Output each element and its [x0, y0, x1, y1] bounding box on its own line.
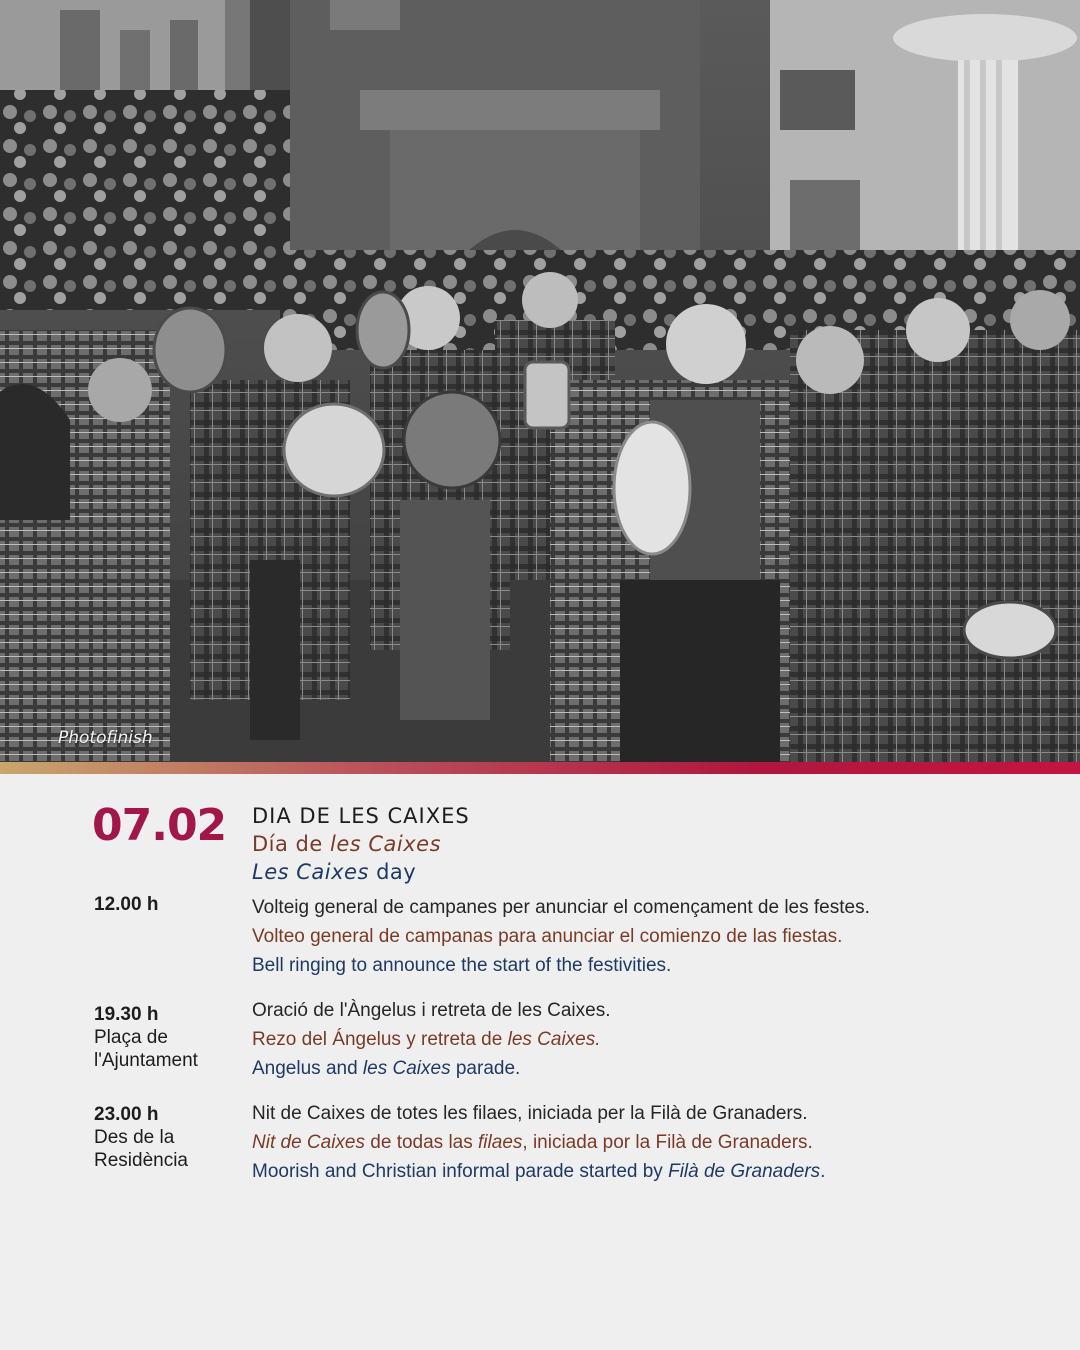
description-catalan: Oració de l'Àngelus i retreta de les Caixes.: [252, 1000, 611, 1021]
event-description: [252, 893, 1032, 980]
event-date: 07.02: [92, 800, 227, 851]
description-english: Angelus and les Caixes parade.: [252, 1058, 521, 1079]
event-time: 12.00 h: [94, 894, 159, 915]
title-catalan: DIA DE LES CAIXES: [252, 804, 470, 828]
description-catalan: Volteig general de campanes per anunciar el començament de les festes.: [252, 897, 870, 918]
event-place-line: Residència: [94, 1150, 188, 1171]
event-time: 23.00 h: [94, 1104, 159, 1125]
description-english: Bell ringing to announce the start of the festivities.: [252, 955, 672, 976]
event-place-line: Plaça de: [94, 1027, 168, 1048]
event-time-place: [94, 1003, 244, 1072]
event-description: [252, 996, 1032, 1083]
day-titles: [252, 802, 470, 886]
event-place-line: Des de la: [94, 1127, 175, 1148]
gradient-divider: [0, 762, 1080, 774]
event-description: [252, 1099, 1032, 1186]
event-time-place: [94, 893, 244, 916]
event-time-place: [94, 1103, 244, 1172]
title-english: Les Caixes day: [252, 860, 417, 884]
description-spanish: Volteo general de campanas para anunciar el comienzo de las fiestas.: [252, 926, 843, 947]
event-place-line: l'Ajuntament: [94, 1050, 198, 1071]
description-spanish: Rezo del Ángelus y retreta de les Caixes.: [252, 1029, 601, 1050]
photo-credit: Photofinish: [58, 728, 153, 748]
description-catalan: Nit de Caixes de totes les filaes, iniciada per la Filà de Granaders.: [252, 1103, 808, 1124]
event-time: 19.30 h: [94, 1004, 159, 1025]
title-spanish: Día de les Caixes: [252, 832, 442, 856]
description-english: Moorish and Christian informal parade started by Filà de Granaders.: [252, 1161, 826, 1182]
description-spanish: Nit de Caixes de todas las filaes, iniciada por la Filà de Granaders.: [252, 1132, 813, 1153]
